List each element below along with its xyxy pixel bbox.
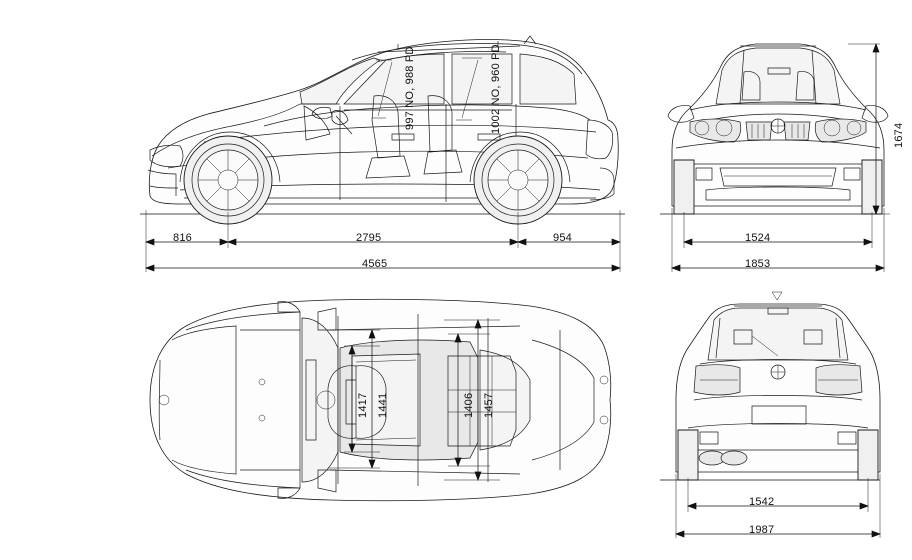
dim-label-rear-elbow: 1457 [483, 392, 495, 418]
dim-label-front-overhang: 816 [173, 232, 192, 244]
dim-rear-track [688, 503, 868, 509]
dim-overall-width-mirrors [676, 531, 880, 537]
dim-label-rear-shoulder: 1406 [463, 392, 475, 418]
dim-label-overall-width-mirrors: 1987 [749, 524, 775, 536]
dim-label-front-shoulder: 1417 [357, 392, 369, 418]
dim-label-overall-width: 1853 [745, 258, 771, 270]
dim-label-rear-overhang: 954 [553, 232, 572, 244]
dim-front-track [684, 239, 872, 245]
dim-label-front-track: 1524 [745, 232, 771, 244]
dim-label-front-elbow: 1441 [377, 392, 389, 418]
dim-overall-width [672, 265, 884, 271]
dim-label-rear-track: 1542 [749, 496, 775, 508]
callout-rear-headroom: 1002 NO, 960 PD [490, 44, 502, 134]
callout-front-headroom: 997 NO, 988 PD [404, 46, 416, 130]
front-view-group [660, 44, 890, 272]
dim-label-overall-height: 1674 [893, 122, 905, 148]
dim-label-overall-length: 4565 [362, 258, 388, 270]
dim-label-wheelbase: 2795 [356, 232, 382, 244]
